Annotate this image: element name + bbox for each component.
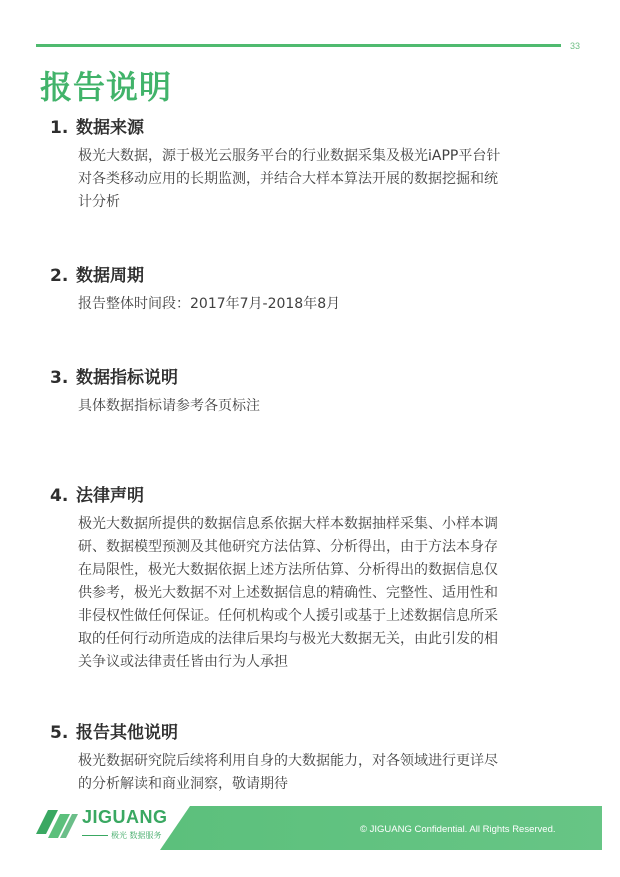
section-legal-statement: [50, 485, 560, 674]
section-heading: [50, 722, 560, 744]
section-number: 5.: [50, 723, 69, 743]
section-number: 2.: [50, 266, 69, 286]
body-line: 在局限性，极光大数据依据上述方法所估算、分析得出的数据信息仅: [78, 562, 498, 578]
footer-copyright: © JIGUANG Confidential. All Rights Reserved.: [360, 824, 556, 835]
section-body: [78, 293, 560, 316]
section-title: 数据周期: [76, 266, 144, 286]
section-data-period: [50, 265, 560, 316]
section-body: [78, 395, 560, 418]
section-title: 数据来源: [76, 118, 144, 138]
section-heading: [50, 265, 560, 287]
section-heading: [50, 117, 560, 139]
section-number: 4.: [50, 486, 69, 506]
section-title: 数据指标说明: [76, 368, 178, 388]
logo-tagline: 极光 数据服务: [111, 831, 162, 840]
page-title: 报告说明: [40, 68, 173, 106]
body-line: 供参考，极光大数据不对上述数据信息的精确性、完整性、适用性和: [78, 585, 498, 601]
top-rule: [36, 44, 561, 47]
body-line: 极光大数据，源于极光云服务平台的行业数据采集及极光iAPP平台针: [78, 148, 501, 164]
body-line: 报告整体时间段：2017年7月-2018年8月: [78, 296, 341, 312]
body-line: 极光大数据所提供的数据信息系依据大样本数据抽样采集、小样本调: [78, 516, 498, 532]
section-title: 法律声明: [76, 486, 144, 506]
section-number: 1.: [50, 118, 69, 138]
section-body: [78, 750, 560, 796]
section-indicator-notes: [50, 367, 560, 418]
body-line: 研、数据模型预测及其他研究方法估算、分析得出，由于方法本身存: [78, 539, 498, 555]
body-line: 取的任何行动所造成的法律后果均与极光大数据无关，由此引发的相: [78, 631, 498, 647]
footer: [0, 800, 620, 860]
body-line: 非侵权性做任何保证。任何机构或个人援引或基于上述数据信息所采: [78, 608, 498, 624]
section-data-source: [50, 117, 560, 214]
body-line: 具体数据指标请参考各页标注: [78, 398, 260, 414]
page-number: 33: [570, 41, 581, 51]
section-body: [78, 513, 560, 674]
body-line: 关争议或法律责任皆由行为人承担: [78, 654, 288, 670]
section-heading: [50, 367, 560, 389]
logo-name: JIGUANG: [82, 807, 168, 827]
jiguang-logo-icon: [34, 804, 78, 844]
body-line: 的分析解读和商业洞察，敬请期待: [78, 776, 288, 792]
body-line: 对各类移动应用的长期监测，并结合大样本算法开展的数据挖掘和统: [78, 171, 498, 187]
section-number: 3.: [50, 368, 69, 388]
section-heading: [50, 485, 560, 507]
section-body: [78, 145, 560, 214]
logo-tagline-row: [82, 830, 162, 841]
body-line: 计分析: [78, 194, 120, 210]
body-line: 极光数据研究院后续将利用自身的大数据能力，对各领域进行更详尽: [78, 753, 498, 769]
section-title: 报告其他说明: [76, 723, 178, 743]
section-other-notes: [50, 722, 560, 796]
